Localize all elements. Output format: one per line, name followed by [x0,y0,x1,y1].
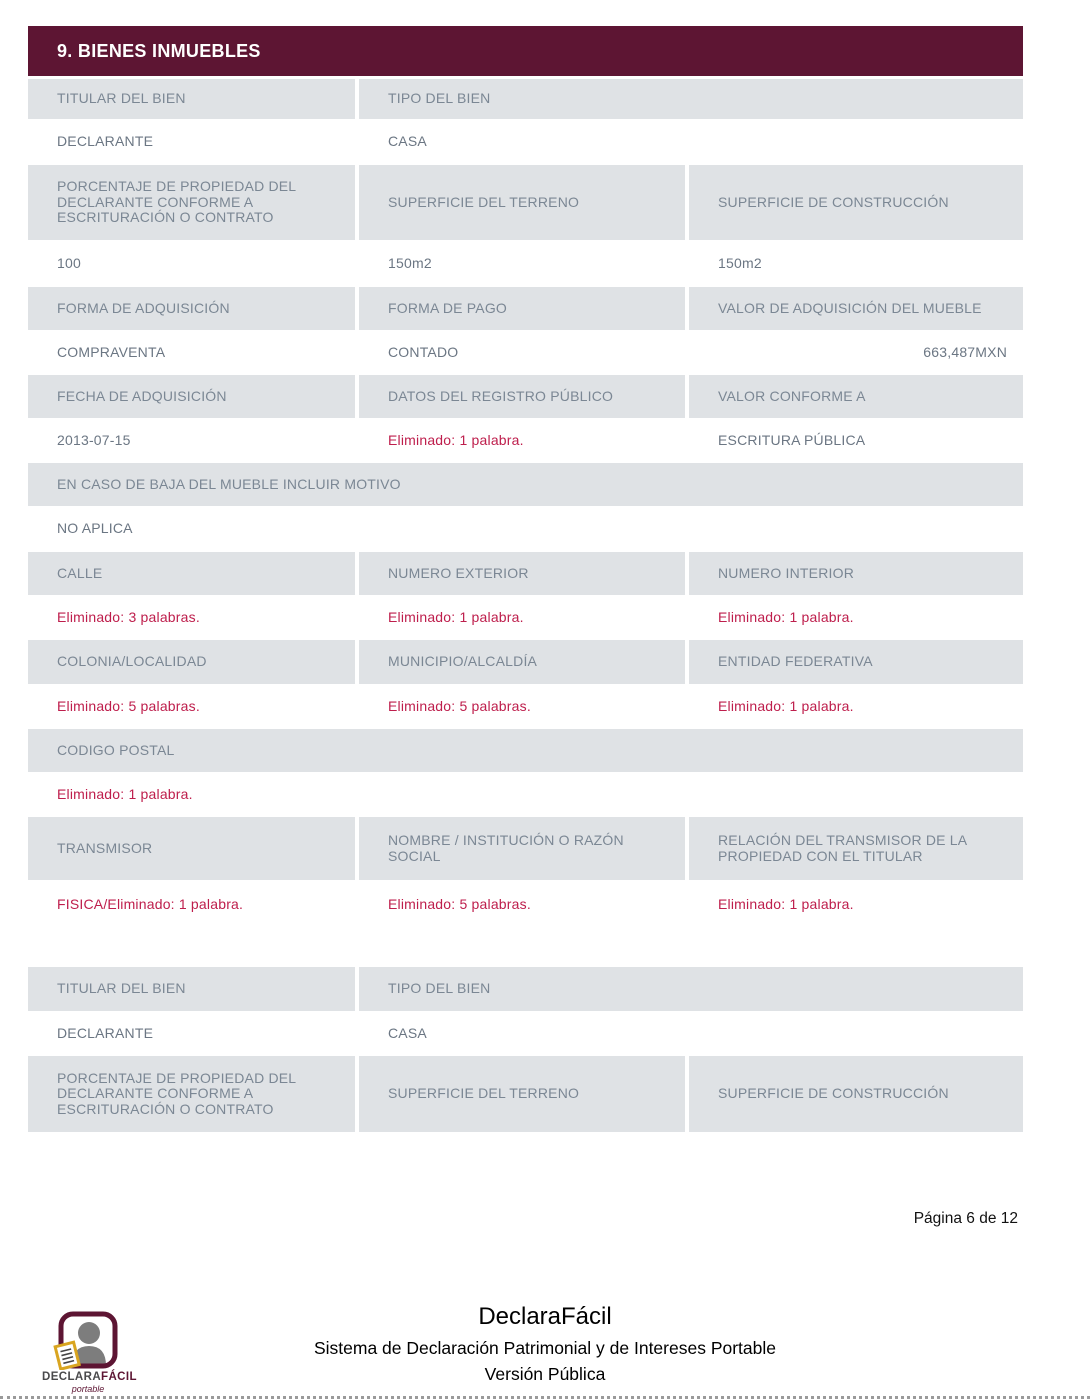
field-value-calle-redacted: Eliminado: 3 palabras. [28,595,355,640]
field-value-entidad-redacted: Eliminado: 1 palabra. [689,684,1023,729]
field-label-registro: DATOS DEL REGISTRO PÚBLICO [359,375,685,418]
field-label-tipo: TIPO DEL BIEN [359,79,1023,119]
value-row-baja [28,506,1023,552]
field-label-codigo-postal: CODIGO POSTAL [28,729,1023,772]
field-value-baja: NO APLICA [28,506,1023,552]
field-label-nombre-institucion: NOMBRE / INSTITUCIÓN O RAZÓN SOCIAL [359,817,685,880]
value-row-titular [28,119,1023,165]
field-value-nombre-institucion-redacted: Eliminado: 5 palabras. [359,880,685,930]
field-label-entidad: ENTIDAD FEDERATIVA [689,640,1023,684]
header-row-titular-2 [28,967,1023,1011]
value-row-fecha [28,418,1023,463]
field-label-construccion-2: SUPERFICIE DE CONSTRUCCIÓN [689,1056,1023,1132]
footer-subtitle: Sistema de Declaración Patrimonial y de Intereses Portable [313,1338,777,1358]
header-row-calle [28,552,1023,595]
field-value-numero-exterior-redacted: Eliminado: 1 palabra. [359,595,685,640]
value-row-calle [28,595,1023,640]
field-value-colonia-redacted: Eliminado: 5 palabras. [28,684,355,729]
field-label-tipo-2: TIPO DEL BIEN [359,967,1023,1011]
value-row-titular-2 [28,1011,1023,1056]
section-title: 9. BIENES INMUEBLES [57,40,261,61]
field-value-codigo-postal-redacted: Eliminado: 1 palabra. [28,772,1023,817]
field-value-transmisor-redacted: FISICA/Eliminado: 1 palabra. [28,880,355,930]
field-label-forma-pago: FORMA DE PAGO [359,287,685,330]
field-label-valor-adquisicion: VALOR DE ADQUISICIÓN DEL MUEBLE [689,287,1023,330]
field-label-porcentaje-2: PORCENTAJE DE PROPIEDAD DEL DECLARANTE CONFORME A ESCRITURACIÓN O CONTRATO [28,1056,355,1132]
field-label-calle: CALLE [28,552,355,595]
value-row-porcentaje [28,240,1023,287]
field-label-fecha: FECHA DE ADQUISICIÓN [28,375,355,418]
field-value-forma-adquisicion: COMPRAVENTA [28,330,355,375]
field-value-porcentaje: 100 [28,240,355,287]
header-row-fecha [28,375,1023,418]
field-label-transmisor: TRANSMISOR [28,817,355,880]
footer [0,1303,1090,1385]
field-label-terreno: SUPERFICIE DEL TERRENO [359,165,685,240]
field-value-titular-2: DECLARANTE [28,1011,355,1056]
value-row-adquisicion [28,330,1023,375]
field-label-municipio: MUNICIPIO/ALCALDÍA [359,640,685,684]
field-label-forma-adquisicion: FORMA DE ADQUISICIÓN [28,287,355,330]
page-break-dotted-line [0,1396,1090,1399]
field-label-titular-2: TITULAR DEL BIEN [28,967,355,1011]
field-label-porcentaje: PORCENTAJE DE PROPIEDAD DEL DECLARANTE CONFORME A ESCRITURACIÓN O CONTRATO [28,165,355,240]
field-label-titular: TITULAR DEL BIEN [28,79,355,119]
value-row-codigo-postal [28,772,1023,817]
declaration-page [28,26,1023,1132]
field-label-numero-interior: NUMERO INTERIOR [689,552,1023,595]
footer-app-name: DeclaraFácil [478,1303,612,1330]
field-value-titular: DECLARANTE [28,119,355,165]
page-indicator: Página 6 de 12 [913,1210,1018,1227]
logo-wordmark: DECLARAFÁCIL [42,1371,137,1383]
field-label-relacion-transmisor: RELACIÓN DEL TRANSMISOR DE LA PROPIEDAD CON EL TITULAR [689,817,1023,880]
field-value-numero-interior-redacted: Eliminado: 1 palabra. [689,595,1023,640]
entry-separator [28,930,1023,967]
header-row-baja [28,463,1023,506]
field-label-colonia: COLONIA/LOCALIDAD [28,640,355,684]
value-row-transmisor [28,880,1023,930]
field-value-fecha: 2013-07-15 [28,418,355,463]
field-value-relacion-transmisor-redacted: Eliminado: 1 palabra. [689,880,1023,930]
field-label-baja: EN CASO DE BAJA DEL MUEBLE INCLUIR MOTIVO [28,463,1023,506]
field-value-forma-pago: CONTADO [359,330,685,375]
header-row-adquisicion [28,287,1023,330]
field-value-terreno: 150m2 [359,240,685,287]
field-value-valor-adquisicion: 663,487MXN [689,330,1023,375]
field-value-tipo: CASA [359,119,1023,165]
logo-tagline: portable [71,1384,105,1394]
field-value-construccion: 150m2 [689,240,1023,287]
header-row-porcentaje [28,165,1023,240]
value-row-colonia [28,684,1023,729]
field-value-tipo-2: CASA [359,1011,1023,1056]
section-title-bar [28,26,1023,76]
header-row-colonia [28,640,1023,684]
field-label-numero-exterior: NUMERO EXTERIOR [359,552,685,595]
header-row-titular [28,79,1023,119]
header-row-transmisor [28,817,1023,880]
field-value-registro-redacted: Eliminado: 1 palabra. [359,418,685,463]
header-row-porcentaje-2 [28,1056,1023,1132]
field-label-valor-conforme: VALOR CONFORME A [689,375,1023,418]
field-value-valor-conforme: ESCRITURA PÚBLICA [689,418,1023,463]
header-row-codigo-postal [28,729,1023,772]
field-label-terreno-2: SUPERFICIE DEL TERRENO [359,1056,685,1132]
footer-version: Versión Pública [484,1364,606,1384]
field-value-municipio-redacted: Eliminado: 5 palabras. [359,684,685,729]
field-label-construccion: SUPERFICIE DE CONSTRUCCIÓN [689,165,1023,240]
